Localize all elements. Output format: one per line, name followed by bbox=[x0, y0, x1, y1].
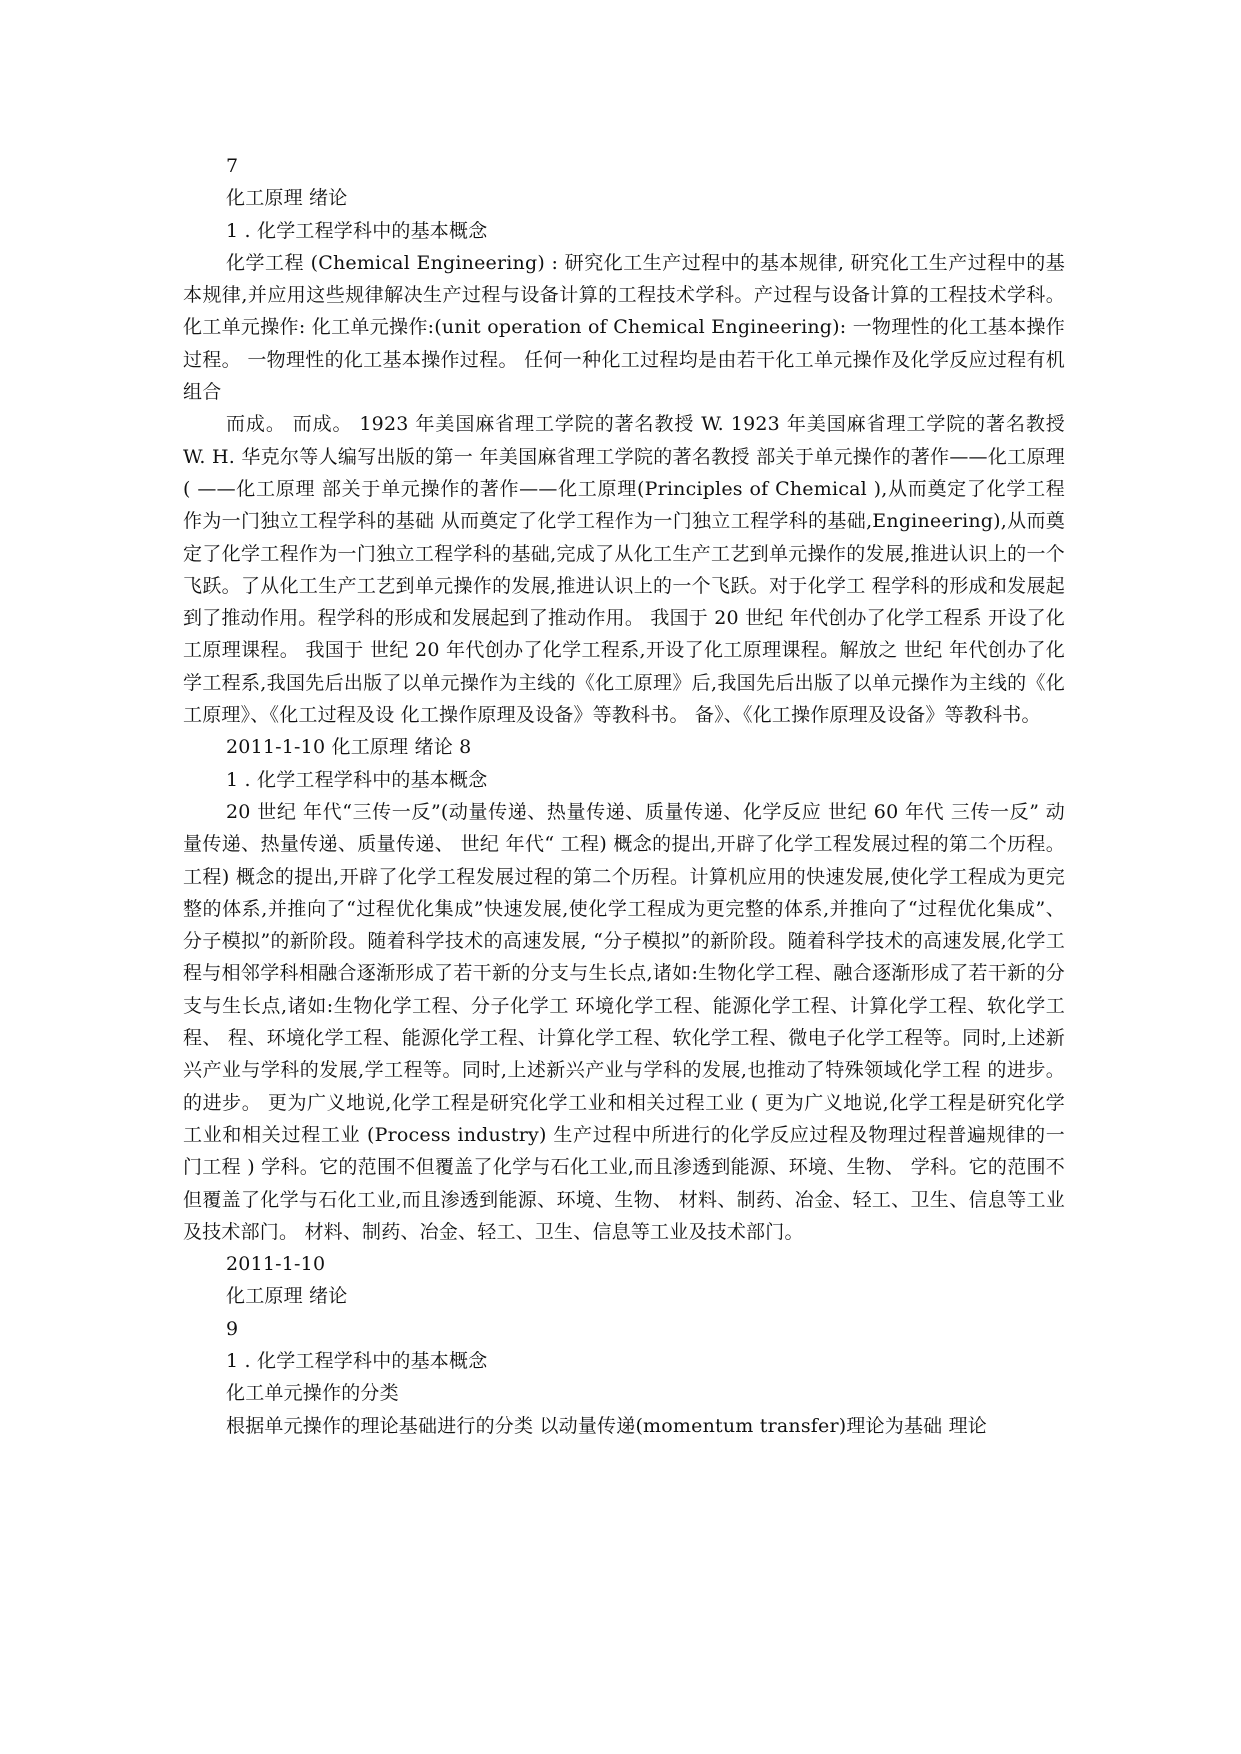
page-number: 9 bbox=[226, 1317, 239, 1340]
paragraph-2: 而成。 而成。 1923 年美国麻省理工学院的著名教授 W. 1923 年美国麻省理工学院的著名教授 W. H. 华克尔等人编写出版的第一 年美国麻省理工学院的著名教授 部关于单元操作的著作——化工原理( ——化工原理 部关于单元操作的著作——化工原理(Principles of Chemical ),从而奠定了化学工程作为一门独立工程学科的基础 从而奠定了化学工程作为一门独立工程学科的基础,Engineering),从而奠定了化学工程作为一门独立工程学科的基础,完成了从化工生产工艺到单元操作的发展,推进认识上的一个飞跃。了从化工生产工艺到单元操作的发展,推进认识上的一个飞跃。对于化学工 程学科的形成和发展起到了推动作用。程学科的形成和发展起到了推动作用。 我国于 20 世纪 年代创办了化学工程系 开设了化工原理课程。 我国于 世纪 20 年代创办了化学工程系,开设了化工原理课程。解放之 世纪 年代创办了化学工程系,我国先后出版了以单元操作为主线的《化工原理》后,我国先后出版了以单元操作为主线的《化工原理》、《化工过程及设 化工操作原理及设备》等教科书。 备》、《化工操作原理及设备》等教科书。 bbox=[183, 413, 1065, 727]
section-title: 化工原理 绪论 bbox=[226, 1285, 348, 1308]
date-line: 2011-1-10 bbox=[226, 1253, 326, 1276]
document-body bbox=[183, 150, 1065, 1442]
paragraph-3: 20 世纪 年代“三传一反”(动量传递、热量传递、质量传递、化学反应 世纪 60 年代 三传一反” 动量传递、热量传递、质量传递、 世纪 年代“ 工程) 概念的提出,开辟了化学工程发展过程的第二个历程。 工程) 概念的提出,开辟了化学工程发展过程的第二个历程。计算机应用的快速发展,使化学工程成为更完整的体系,并推向了“过程优化集成”快速发展,使化学工程成为更完整的体系,并推向了“过程优化集成”、 分子模拟”的新阶段。随着科学技术的高速发展, “分子模拟”的新阶段。随着科学技术的高速发展,化学工程与相邻学科相融合逐渐形成了若干新的分支与生长点,诸如:生物化学工程、融合逐渐形成了若干新的分支与生长点,诸如:生物化学工程、分子化学工 环境化学工程、能源化学工程、计算化学工程、软化学工程、 程、环境化学工程、能源化学工程、计算化学工程、软化学工程、微电子化学工程等。同时,上述新兴产业与学科的发展,学工程等。同时,上述新兴产业与学科的发展,也推动了特殊领域化学工程 的进步。 的进步。 更为广义地说,化学工程是研究化学工业和相关过程工业 ( 更为广义地说,化学工程是研究化学工业和相关过程工业 (Process industry) 生产过程中所进行的化学反应过程及物理过程普遍规律的一门工程 ) 学科。它的范围不但覆盖了化学与石化工业,而且渗透到能源、环境、生物、 学科。它的范围不但覆盖了化学与石化工业,而且渗透到能源、环境、生物、 材料、制药、冶金、轻工、卫生、信息等工业及技术部门。 材料、制药、冶金、轻工、卫生、信息等工业及技术部门。 bbox=[183, 800, 1065, 1243]
subsection-heading: 1 . 化学工程学科中的基本概念 bbox=[226, 768, 488, 791]
paragraph-1: 化学工程 (Chemical Engineering) : 研究化工生产过程中的基本规律, 研究化工生产过程中的基本规律,并应用这些规律解决生产过程与设备计算的工程技术学科。产过程与设备计算的工程技术学科。 化工单元操作: 化工单元操作:(unit operation of Chemical Engineering): 一物理性的化工基本操作过程。 一物理性的化工基本操作过程。 任何一种化工过程均是由若干化工单元操作及化学反应过程有机组合 bbox=[183, 251, 1065, 404]
section-title: 化工原理 绪论 bbox=[226, 187, 348, 210]
slide-footer: 2011-1-10 化工原理 绪论 8 bbox=[226, 736, 472, 759]
subsection-heading: 1 . 化学工程学科中的基本概念 bbox=[226, 1349, 488, 1372]
text-line: 根据单元操作的理论基础进行的分类 以动量传递(momentum transfer)理论为基础 理论 bbox=[226, 1414, 987, 1437]
topic-heading: 化工单元操作的分类 bbox=[226, 1382, 399, 1405]
page-number: 7 bbox=[226, 155, 239, 177]
subsection-heading: 1 . 化学工程学科中的基本概念 bbox=[226, 219, 488, 242]
